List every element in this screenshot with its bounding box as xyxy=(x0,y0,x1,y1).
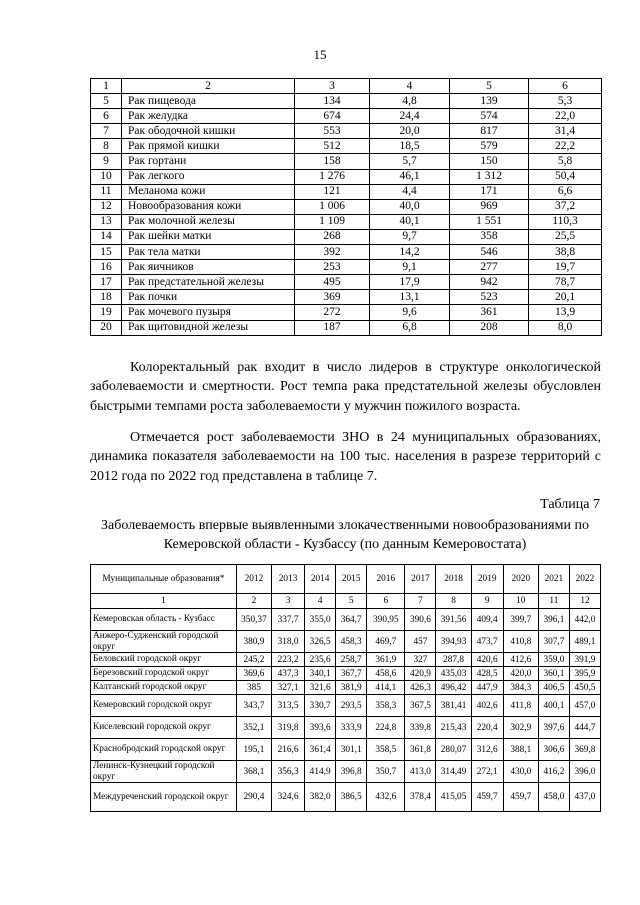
table-cell: Рак шейки матки xyxy=(122,229,295,244)
table-row xyxy=(91,609,601,631)
table-cell: Рак прямой кишки xyxy=(122,139,295,154)
table-row xyxy=(91,783,601,812)
table-cell: 18,5 xyxy=(370,139,450,154)
table-cell: 11 xyxy=(538,594,569,609)
table-cell: 400,1 xyxy=(538,695,569,717)
table-cell: 220,4 xyxy=(471,717,503,739)
table-cell: Рак щитовидной железы xyxy=(122,320,295,335)
table-cell: 574 xyxy=(450,109,529,124)
table-cell: 437,3 xyxy=(272,667,305,681)
table-cell: 352,1 xyxy=(236,717,271,739)
table-cell: 2017 xyxy=(405,565,436,594)
table-cell: 1 006 xyxy=(295,199,370,214)
table-cell: 5,7 xyxy=(370,154,450,169)
table-cell: 195,1 xyxy=(236,739,271,761)
table-cell: 367,5 xyxy=(405,695,436,717)
table-cell: 293,5 xyxy=(336,695,367,717)
table-cell: 272,1 xyxy=(471,761,503,783)
table-cell: 235,6 xyxy=(305,653,336,667)
table-cell: 5,3 xyxy=(529,94,602,109)
table-cell: 280,07 xyxy=(436,739,471,761)
table-cell: 7 xyxy=(91,124,122,139)
table-row xyxy=(91,695,601,717)
table-cell: 420,6 xyxy=(471,653,503,667)
table-cell: 10 xyxy=(503,594,538,609)
table-cell: 19 xyxy=(91,305,122,320)
table-cell: 17 xyxy=(91,275,122,290)
table-cell: 369,6 xyxy=(236,667,271,681)
table-cell: 24,4 xyxy=(370,109,450,124)
table-cell: 301,1 xyxy=(336,739,367,761)
table-cell: 14 xyxy=(91,229,122,244)
table-cell: 16 xyxy=(91,260,122,275)
table-cell: 307,7 xyxy=(538,631,569,653)
table-cell: Рак гортани xyxy=(122,154,295,169)
table-cell: 355,0 xyxy=(305,609,336,631)
table-cell: 8 xyxy=(436,594,471,609)
table-cell: 579 xyxy=(450,139,529,154)
table-cell: 395,9 xyxy=(569,667,600,681)
cancer-incidence-table xyxy=(90,78,602,336)
table-row xyxy=(91,305,602,320)
table-row xyxy=(91,275,602,290)
table-row xyxy=(91,290,602,305)
table-cell: 942 xyxy=(450,275,529,290)
table-cell: 358,5 xyxy=(367,739,405,761)
table-cell: 386,5 xyxy=(336,783,367,812)
table-cell: 1 312 xyxy=(450,169,529,184)
table-cell: 458,3 xyxy=(336,631,367,653)
table-cell: 40,1 xyxy=(370,214,450,229)
table-cell: 340,1 xyxy=(305,667,336,681)
table-row xyxy=(91,109,602,124)
table-cell: Беловский городской округ xyxy=(91,653,237,667)
table-cell: 4 xyxy=(305,594,336,609)
table-cell: Рак пищевода xyxy=(122,94,295,109)
table-cell: 2015 xyxy=(336,565,367,594)
table-cell: 2018 xyxy=(436,565,471,594)
table-cell: 450,5 xyxy=(569,681,600,695)
table-cell: 969 xyxy=(450,199,529,214)
table-cell: 457,0 xyxy=(569,695,600,717)
table-cell: 397,6 xyxy=(538,717,569,739)
table-cell: 512 xyxy=(295,139,370,154)
table-row xyxy=(91,199,602,214)
table-row xyxy=(91,739,601,761)
table-cell: 553 xyxy=(295,124,370,139)
table-cell: 6,6 xyxy=(529,184,602,199)
table-cell: 1 xyxy=(91,594,237,609)
table-cell: 287,8 xyxy=(436,653,471,667)
table-cell: 406,5 xyxy=(538,681,569,695)
table-cell: 158 xyxy=(295,154,370,169)
table-cell: 420,9 xyxy=(405,667,436,681)
table-cell: 318,0 xyxy=(272,631,305,653)
table-cell: Ленинск-Кузнецкий городской округ xyxy=(91,761,237,783)
table-cell: 364,7 xyxy=(336,609,367,631)
table-row xyxy=(91,320,602,335)
table-cell: 5 xyxy=(91,94,122,109)
table-cell: 40,0 xyxy=(370,199,450,214)
table-cell: Березовский городской округ xyxy=(91,667,237,681)
table-cell: 12 xyxy=(91,199,122,214)
table-cell: 817 xyxy=(450,124,529,139)
table-row xyxy=(91,653,601,667)
table-cell: 9 xyxy=(91,154,122,169)
table-cell: Рак молочной железы xyxy=(122,214,295,229)
table-cell: 224,8 xyxy=(367,717,405,739)
table-cell: 321,6 xyxy=(305,681,336,695)
table-row xyxy=(91,717,601,739)
table-cell: 302,9 xyxy=(503,717,538,739)
table-cell: 3 xyxy=(272,594,305,609)
table-cell: 290,4 xyxy=(236,783,271,812)
table-cell: 409,4 xyxy=(471,609,503,631)
table-cell: 187 xyxy=(295,320,370,335)
table-row xyxy=(91,667,601,681)
table-cell: 2012 xyxy=(236,565,271,594)
table-cell: 378,4 xyxy=(405,783,436,812)
table-cell: 268 xyxy=(295,229,370,244)
table-cell: 38,8 xyxy=(529,245,602,260)
table-cell: 6 xyxy=(367,594,405,609)
table-cell: 215,43 xyxy=(436,717,471,739)
table-cell: Рак легкого xyxy=(122,169,295,184)
table-header-row xyxy=(91,79,602,94)
table-cell: 312,6 xyxy=(471,739,503,761)
table-cell: 396,1 xyxy=(538,609,569,631)
table-cell: Кемеровский городской округ xyxy=(91,695,237,717)
table-cell: 426,3 xyxy=(405,681,436,695)
table-cell: 396,0 xyxy=(569,761,600,783)
table-cell: 489,1 xyxy=(569,631,600,653)
table-cell: 6 xyxy=(529,79,602,94)
table-row xyxy=(91,245,602,260)
table-cell: 319,8 xyxy=(272,717,305,739)
table-row xyxy=(91,169,602,184)
table-cell: 2014 xyxy=(305,565,336,594)
table-cell: 674 xyxy=(295,109,370,124)
table-cell: 399,7 xyxy=(503,609,538,631)
table-cell: Меланома кожи xyxy=(122,184,295,199)
table-cell: 2020 xyxy=(503,565,538,594)
table-cell: 208 xyxy=(450,320,529,335)
table-cell: Муниципальные образования* xyxy=(91,565,237,594)
page-number: 15 xyxy=(313,47,327,62)
table-cell: 2 xyxy=(122,79,295,94)
table-cell: 2021 xyxy=(538,565,569,594)
table-cell: 2019 xyxy=(471,565,503,594)
table-cell: 327 xyxy=(405,653,436,667)
table-cell: 415,05 xyxy=(436,783,471,812)
table-cell: 13,1 xyxy=(370,290,450,305)
table-cell: Междуреченский городской округ xyxy=(91,783,237,812)
table-cell: 22,0 xyxy=(529,109,602,124)
table-cell: 361,8 xyxy=(405,739,436,761)
table-cell: 4 xyxy=(370,79,450,94)
table-cell: 14,2 xyxy=(370,245,450,260)
table-cell: 11 xyxy=(91,184,122,199)
table-cell: 9 xyxy=(471,594,503,609)
table-cell: 9,6 xyxy=(370,305,450,320)
table-cell: Рак желудка xyxy=(122,109,295,124)
table-cell: 413,0 xyxy=(405,761,436,783)
table-cell: 15 xyxy=(91,245,122,260)
table-row xyxy=(91,124,602,139)
table-cell: 258,7 xyxy=(336,653,367,667)
table-cell: 2022 xyxy=(569,565,600,594)
table-cell: 22,2 xyxy=(529,139,602,154)
table-cell: Анжеро-Судженский городской округ xyxy=(91,631,237,653)
table-cell: 277 xyxy=(450,260,529,275)
table-cell: 20,1 xyxy=(529,290,602,305)
table-cell: 327,1 xyxy=(272,681,305,695)
table-row xyxy=(91,139,602,154)
table-cell: 6 xyxy=(91,109,122,124)
table-cell: 391,9 xyxy=(569,653,600,667)
table-cell: 20,0 xyxy=(370,124,450,139)
table-cell: Краснобродский городской округ xyxy=(91,739,237,761)
table-cell: 1 109 xyxy=(295,214,370,229)
table-cell: 4,4 xyxy=(370,184,450,199)
table-cell: 313,5 xyxy=(272,695,305,717)
table-cell: 171 xyxy=(450,184,529,199)
table-cell: 1 276 xyxy=(295,169,370,184)
municipal-incidence-table xyxy=(90,564,601,812)
table-cell: 245,2 xyxy=(236,653,271,667)
table-cell: 5 xyxy=(336,594,367,609)
table-cell: 9,7 xyxy=(370,229,450,244)
table-cell: Кемеровская область - Кузбасс xyxy=(91,609,237,631)
table-cell: 350,37 xyxy=(236,609,271,631)
table-cell: 437,0 xyxy=(569,783,600,812)
table-header-row xyxy=(91,565,601,594)
table-cell: 410,8 xyxy=(503,631,538,653)
table-cell: Калтанский городской округ xyxy=(91,681,237,695)
table-cell: Рак ободочной кишки xyxy=(122,124,295,139)
table-column-numbers-row xyxy=(91,594,601,609)
table-cell: 459,7 xyxy=(503,783,538,812)
table-title: Заболеваемость впервые выявленными злокачественными новообразованиями по Кемеровской области - Кузбассу (по данным Кемеровостата) xyxy=(101,518,589,552)
table-cell: 442,0 xyxy=(569,609,600,631)
table-cell: 459,7 xyxy=(471,783,503,812)
table-cell: 314,49 xyxy=(436,761,471,783)
table-cell: 523 xyxy=(450,290,529,305)
table-cell: 381,9 xyxy=(336,681,367,695)
table-row xyxy=(91,214,602,229)
table-cell: 411,8 xyxy=(503,695,538,717)
table-cell: 358 xyxy=(450,229,529,244)
table-cell: 457 xyxy=(405,631,436,653)
table-cell: 2013 xyxy=(272,565,305,594)
table-cell: 350,7 xyxy=(367,761,405,783)
table-cell: 356,3 xyxy=(272,761,305,783)
table-cell: Новообразования кожи xyxy=(122,199,295,214)
table-cell: 384,3 xyxy=(503,681,538,695)
table-cell: 272 xyxy=(295,305,370,320)
table-cell: 216,6 xyxy=(272,739,305,761)
table-cell: 46,1 xyxy=(370,169,450,184)
table-cell: 223,2 xyxy=(272,653,305,667)
table-cell: 496,42 xyxy=(436,681,471,695)
table-cell: 18 xyxy=(91,290,122,305)
table-cell: 430,0 xyxy=(503,761,538,783)
table-cell: 37,2 xyxy=(529,199,602,214)
table-cell: 380,9 xyxy=(236,631,271,653)
table-cell: 13 xyxy=(91,214,122,229)
table-cell: 473,7 xyxy=(471,631,503,653)
table-row xyxy=(91,681,601,695)
table-cell: 13,9 xyxy=(529,305,602,320)
table-cell: 391,56 xyxy=(436,609,471,631)
table-cell: 359,0 xyxy=(538,653,569,667)
table-cell: 78,7 xyxy=(529,275,602,290)
table-cell: 2 xyxy=(236,594,271,609)
table-cell: 458,0 xyxy=(538,783,569,812)
table-row xyxy=(91,631,601,653)
table-cell: 8 xyxy=(91,139,122,154)
table-cell: 306,6 xyxy=(538,739,569,761)
table-cell: 390,95 xyxy=(367,609,405,631)
table-cell: 150 xyxy=(450,154,529,169)
table-cell: 326,5 xyxy=(305,631,336,653)
table-cell: Рак тела матки xyxy=(122,245,295,260)
table-cell: 1 551 xyxy=(450,214,529,229)
table-cell: 5 xyxy=(450,79,529,94)
table-cell: 361,9 xyxy=(367,653,405,667)
table-cell: 339,8 xyxy=(405,717,436,739)
table-row xyxy=(91,761,601,783)
table-cell: 393,6 xyxy=(305,717,336,739)
table-cell: 333,9 xyxy=(336,717,367,739)
table-cell: 337,7 xyxy=(272,609,305,631)
table-cell: Рак предстательной железы xyxy=(122,275,295,290)
table-cell: 385 xyxy=(236,681,271,695)
table-cell: 369 xyxy=(295,290,370,305)
table-cell: 396,8 xyxy=(336,761,367,783)
table-cell: 139 xyxy=(450,94,529,109)
table-cell: Киселевский городской округ xyxy=(91,717,237,739)
table-cell: 110,3 xyxy=(529,214,602,229)
table-cell: 428,5 xyxy=(471,667,503,681)
table-cell: 3 xyxy=(295,79,370,94)
table-cell: 324,6 xyxy=(272,783,305,812)
table-row xyxy=(91,229,602,244)
table-cell: 1 xyxy=(91,79,122,94)
table-cell: 361,4 xyxy=(305,739,336,761)
table-cell: 361 xyxy=(450,305,529,320)
table-cell: 546 xyxy=(450,245,529,260)
table-cell: 8,0 xyxy=(529,320,602,335)
table-cell: Рак яичников xyxy=(122,260,295,275)
table-cell: 447,9 xyxy=(471,681,503,695)
table-cell: Рак почки xyxy=(122,290,295,305)
table-cell: 31,4 xyxy=(529,124,602,139)
table-cell: 6,8 xyxy=(370,320,450,335)
table-cell: 367,7 xyxy=(336,667,367,681)
table-cell: 330,7 xyxy=(305,695,336,717)
table-cell: 444,7 xyxy=(569,717,600,739)
table-cell: 10 xyxy=(91,169,122,184)
table-cell: 20 xyxy=(91,320,122,335)
table-cell: 50,4 xyxy=(529,169,602,184)
table-cell: 388,1 xyxy=(503,739,538,761)
table-cell: 394,93 xyxy=(436,631,471,653)
table-cell: 402,6 xyxy=(471,695,503,717)
table-cell: 495 xyxy=(295,275,370,290)
table-cell: 435,03 xyxy=(436,667,471,681)
table-cell: 390,6 xyxy=(405,609,436,631)
table-cell: 17,9 xyxy=(370,275,450,290)
table-cell: 25,5 xyxy=(529,229,602,244)
table-cell: 4,8 xyxy=(370,94,450,109)
table-cell: 392 xyxy=(295,245,370,260)
table-cell: 12 xyxy=(569,594,600,609)
table-cell: 458,6 xyxy=(367,667,405,681)
table-cell: 432,6 xyxy=(367,783,405,812)
table-cell: 414,1 xyxy=(367,681,405,695)
table-cell: 412,6 xyxy=(503,653,538,667)
table-cell: 420,0 xyxy=(503,667,538,681)
table-row xyxy=(91,184,602,199)
table-cell: 9,1 xyxy=(370,260,450,275)
table-cell: 369,8 xyxy=(569,739,600,761)
table-cell: 469,7 xyxy=(367,631,405,653)
table-cell: 5,8 xyxy=(529,154,602,169)
table-row xyxy=(91,94,602,109)
table-cell: 358,3 xyxy=(367,695,405,717)
table-cell: 416,2 xyxy=(538,761,569,783)
table-row xyxy=(91,260,602,275)
table-cell: 381,41 xyxy=(436,695,471,717)
table-cell: 7 xyxy=(405,594,436,609)
table-label: Таблица 7 xyxy=(540,497,600,512)
table-cell: 414,9 xyxy=(305,761,336,783)
table-cell: 253 xyxy=(295,260,370,275)
paragraph-colorectal: Колоректальный рак входит в число лидеров в структуре онкологической заболеваемости и смертности. Рост темпа рака предстательной железы обусловлен быстрыми темпами роста заболеваемости у мужчин пожилого возраста. xyxy=(90,360,601,414)
table-cell: 360,1 xyxy=(538,667,569,681)
table-cell: 19,7 xyxy=(529,260,602,275)
table-cell: 121 xyxy=(295,184,370,199)
table-cell: 134 xyxy=(295,94,370,109)
paragraph-growth: Отмечается рост заболеваемости ЗНО в 24 муниципальных образованиях, динамика показателя заболеваемости на 100 тыс. населения в разрезе территорий с 2012 года по 2022 год представлена в таблице 7. xyxy=(90,430,601,484)
table-cell: 368,1 xyxy=(236,761,271,783)
table-cell: 382,0 xyxy=(305,783,336,812)
table-cell: 2016 xyxy=(367,565,405,594)
table-cell: Рак мочевого пузыря xyxy=(122,305,295,320)
table-cell: 343,7 xyxy=(236,695,271,717)
table-row xyxy=(91,154,602,169)
